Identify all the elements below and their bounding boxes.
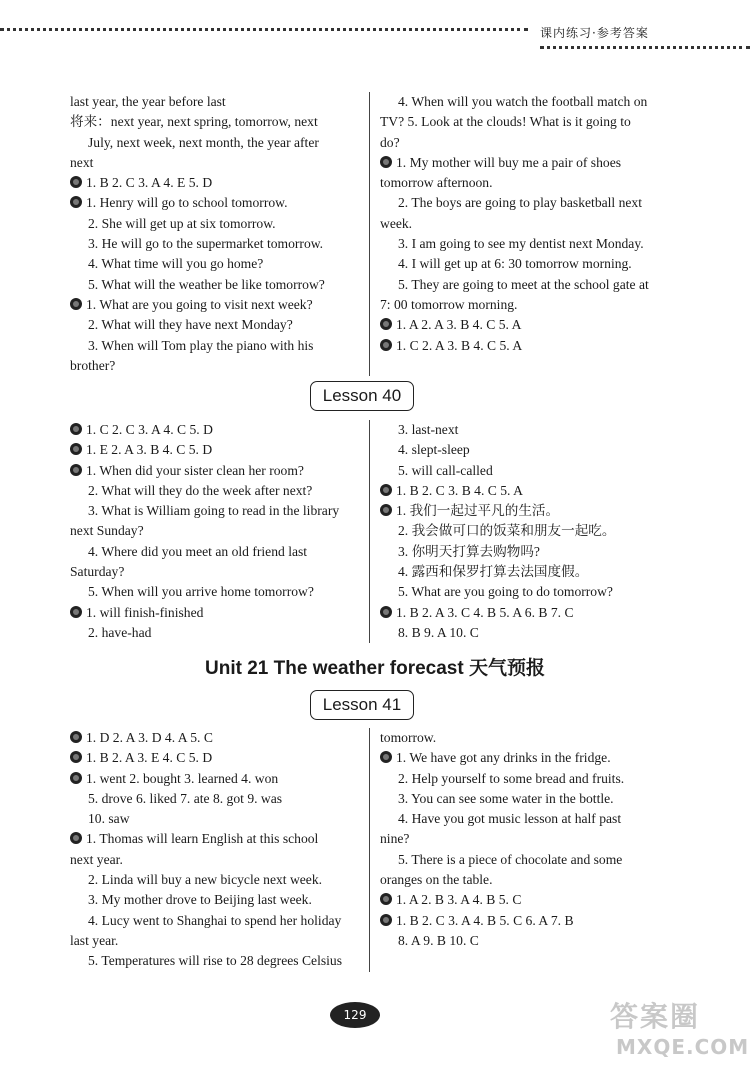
- text-line: next: [70, 154, 94, 170]
- text-line: next year.: [70, 851, 123, 867]
- right-column: [370, 728, 680, 972]
- text-line: 4. What time will you go home?: [88, 256, 264, 272]
- answer-line: 1. will finish-finished: [86, 604, 204, 620]
- text-line: 2. Linda will buy a new bicycle next week.: [88, 872, 323, 888]
- answer-line: 1. A 2. B 3. A 4. B 5. C: [396, 892, 522, 908]
- section-marker-icon: [70, 423, 82, 435]
- section-lesson-40: [60, 420, 710, 643]
- section-marker-icon: [380, 318, 392, 330]
- text-line: 4. slept-sleep: [398, 442, 470, 458]
- text-line: 3. last-next: [398, 422, 459, 437]
- text-line: 2. The boys are going to play basketball next: [398, 195, 643, 211]
- answer-line: 1. What are you going to visit next week?: [86, 296, 313, 312]
- section-marker-icon: [70, 176, 82, 188]
- section-marker-icon: [380, 156, 392, 168]
- text-line: 2. What will they have next Monday?: [88, 317, 293, 333]
- text-line: 将来：next year, next spring, tomorrow, next: [70, 114, 318, 130]
- text-line: 4. I will get up at 6: 30 tomorrow morning.: [398, 256, 632, 272]
- right-column: [370, 420, 680, 643]
- answer-line: 1. D 2. A 3. D 4. A 5. C: [86, 730, 213, 745]
- text-line: 5. They are going to meet at the school gate at: [398, 276, 649, 292]
- answer-line: 1. B 2. C 3. B 4. C 5. A: [396, 482, 523, 498]
- header-label: 课内练习·参考答案: [540, 26, 649, 40]
- left-column: [60, 420, 370, 643]
- text-line: tomorrow.: [380, 730, 437, 745]
- text-line: 3. You can see some water in the bottle.: [398, 790, 614, 806]
- text-line: week.: [380, 215, 413, 231]
- text-line: 4. 露西和保罗打算去法国度假。: [398, 564, 589, 580]
- section-marker-icon: [380, 504, 392, 516]
- section-marker-icon: [380, 914, 392, 926]
- answer-line: 1. went 2. bought 3. learned 4. won: [86, 770, 279, 786]
- answer-line: 1. Henry will go to school tomorrow.: [86, 195, 288, 211]
- right-column: [370, 92, 680, 376]
- section-marker-icon: [70, 772, 82, 784]
- section-marker-icon: [70, 606, 82, 618]
- top-dotted-rule: [0, 28, 528, 31]
- section-marker-icon: [70, 443, 82, 455]
- watermark-logo: 答案圈: [610, 1000, 701, 1033]
- answer-line: 1. When did your sister clean her room?: [86, 462, 304, 478]
- section-marker-icon: [380, 339, 392, 351]
- section-marker-icon: [70, 298, 82, 310]
- text-line: 5. When will you arrive home tomorrow?: [88, 584, 314, 600]
- watermark-url: MXQE.COM: [616, 1035, 750, 1059]
- page-number: 129: [330, 1002, 380, 1028]
- unit-title: Unit 21 The weather forecast 天气预报: [205, 658, 545, 679]
- section-marker-icon: [380, 484, 392, 496]
- left-column: [60, 92, 370, 376]
- answer-line: 1. A 2. A 3. B 4. C 5. A: [396, 317, 522, 333]
- text-line: brother?: [70, 357, 116, 373]
- text-line: 2. Help yourself to some bread and fruits.: [398, 770, 625, 786]
- lesson-40-title: Lesson 40: [310, 381, 414, 411]
- text-line: 2. What will they do the week after next?: [88, 482, 313, 498]
- text-line: next Sunday?: [70, 523, 144, 539]
- answer-line: 1. C 2. C 3. A 4. C 5. D: [86, 422, 213, 437]
- answer-line: 1. My mother will buy me a pair of shoes: [396, 154, 622, 170]
- section-marker-icon: [380, 893, 392, 905]
- text-line: 4. Where did you meet an old friend last: [88, 543, 308, 559]
- text-line: 3. 你明天打算去购物吗?: [398, 543, 540, 559]
- section-marker-icon: [380, 606, 392, 618]
- text-line: July, next week, next month, the year after: [88, 134, 319, 150]
- text-line: 3. I am going to see my dentist next Monday.: [398, 236, 644, 252]
- text-line: 3. He will go to the supermarket tomorrow.: [88, 236, 324, 252]
- text-line: 5. There is a piece of chocolate and some: [398, 851, 623, 867]
- text-line: 4. When will you watch the football match on: [398, 94, 648, 109]
- text-line: TV? 5. Look at the clouds! What is it going to: [380, 114, 631, 130]
- answer-line: 1. E 2. A 3. B 4. C 5. D: [86, 442, 213, 458]
- text-line: last year.: [70, 932, 119, 948]
- lesson-41-title: Lesson 41: [310, 690, 414, 720]
- text-line: 5. will call-called: [398, 462, 493, 478]
- text-line: nine?: [380, 831, 410, 847]
- text-line: 5. drove 6. liked 7. ate 8. got 9. was: [88, 790, 283, 806]
- section-marker-icon: [70, 464, 82, 476]
- text-line: 5. Temperatures will rise to 28 degrees Celsius: [88, 953, 342, 969]
- text-line: 8. A 9. B 10. C: [398, 932, 479, 948]
- section-lesson-41: [60, 728, 710, 972]
- text-line: 5. What will the weather be like tomorrow?: [88, 276, 325, 292]
- text-line: 4. Have you got music lesson at half past: [398, 811, 622, 827]
- text-line: 3. What is William going to read in the library: [88, 503, 340, 519]
- answer-line: 1. B 2. A 3. E 4. C 5. D: [86, 750, 213, 766]
- text-line: 5. What are you going to do tomorrow?: [398, 584, 613, 600]
- section-marker-icon: [380, 751, 392, 763]
- text-line: tomorrow afternoon.: [380, 175, 493, 191]
- left-column: [60, 728, 370, 972]
- text-line: oranges on the table.: [380, 872, 493, 888]
- text-line: 7: 00 tomorrow morning.: [380, 296, 518, 312]
- header-dotted-rule: [540, 46, 750, 49]
- answer-line: 1. Thomas will learn English at this school: [86, 831, 319, 847]
- section-marker-icon: [70, 751, 82, 763]
- text-line: 2. She will get up at six tomorrow.: [88, 215, 276, 231]
- text-line: 4. Lucy went to Shanghai to spend her holiday: [88, 912, 342, 928]
- text-line: 3. When will Tom play the piano with his: [88, 337, 314, 353]
- answer-line: 1. 我们一起过平凡的生活。: [396, 503, 560, 519]
- text-line: 3. My mother drove to Beijing last week.: [88, 892, 312, 908]
- text-line: 2. have-had: [88, 624, 152, 640]
- text-line: 10. saw: [88, 811, 130, 827]
- answer-line: 1. We have got any drinks in the fridge.: [396, 750, 611, 766]
- text-line: do?: [380, 134, 400, 150]
- text-line: last year, the year before last: [70, 94, 226, 109]
- text-line: Saturday?: [70, 564, 125, 580]
- answer-line: 1. B 2. A 3. C 4. B 5. A 6. B 7. C: [396, 604, 574, 620]
- text-line: 8. B 9. A 10. C: [398, 624, 479, 640]
- section-continuation: [60, 92, 710, 376]
- section-marker-icon: [70, 731, 82, 743]
- text-line: 2. 我会做可口的饭菜和朋友一起吃。: [398, 523, 616, 539]
- answer-line: 1. B 2. C 3. A 4. B 5. C 6. A 7. B: [396, 912, 574, 928]
- answer-line: 1. C 2. A 3. B 4. C 5. A: [396, 337, 523, 353]
- section-marker-icon: [70, 196, 82, 208]
- section-marker-icon: [70, 832, 82, 844]
- answer-line: 1. B 2. C 3. A 4. E 5. D: [86, 175, 213, 191]
